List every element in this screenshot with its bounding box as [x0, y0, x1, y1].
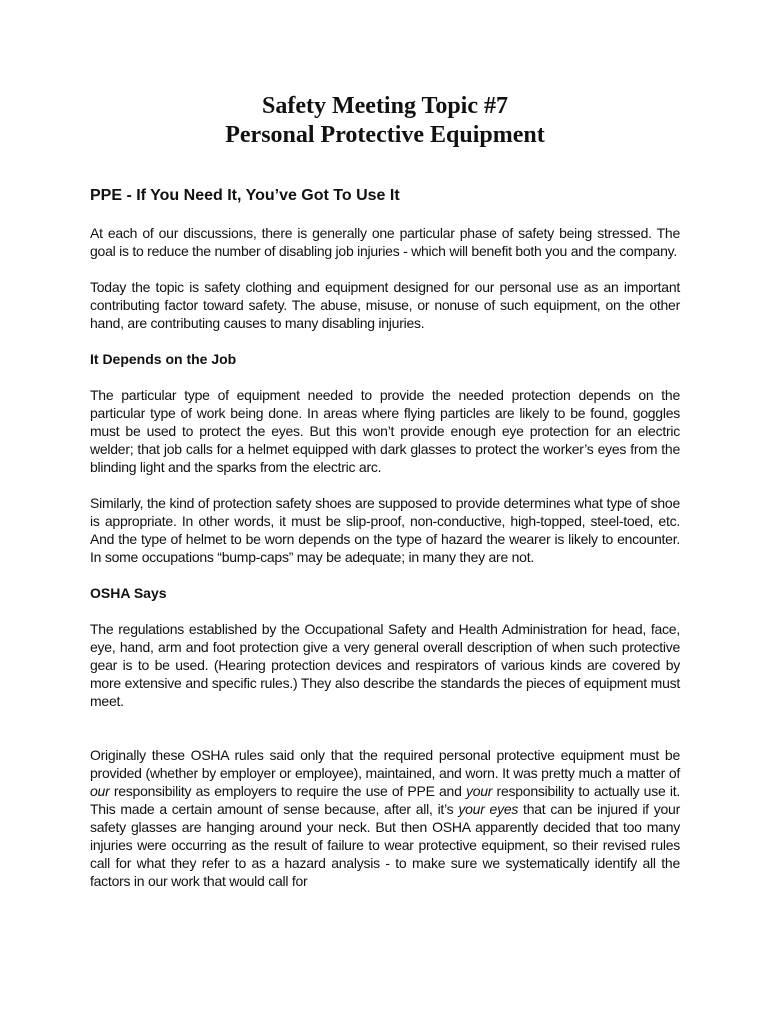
paragraph-intro: At each of our discussions, there is generally one particular phase of safety being stressed. The goal is to reduce the number of disabling job injuries - which will benefit both you and the company. — [90, 225, 680, 259]
document-title — [90, 92, 680, 150]
document-page — [90, 92, 680, 890]
title-line-2: Personal Protective Equipment — [225, 122, 545, 148]
title-line-1: Safety Meeting Topic #7 — [262, 93, 508, 119]
text-run: that can be injured if your safety glasses are hanging around your neck. But then OSHA apparently decided that too many injuries were occurring as the result of failure to wear protective equipment, so their revised rules call for what they refer to as a hazard analysis - to make sure we systematically identify all the factors in our work that would call for — [90, 801, 680, 889]
text-run: responsibility as employers to require the use of PPE and — [109, 783, 466, 799]
section-heading: PPE - If You Need It, You’ve Got To Use It — [90, 187, 400, 204]
paragraph-topic: Today the topic is safety clothing and equipment designed for our personal use as an important contributing factor toward safety. The abuse, misuse, or nonuse of such equipment, on the other hand, are contributing causes to many disabling injuries. — [90, 279, 680, 331]
subheading-depends-on-job: It Depends on the Job — [90, 351, 237, 367]
paragraph-safety-shoes: Similarly, the kind of protection safety shoes are supposed to provide determines what type of shoe is appropriate. In other words, it must be slip-proof, non-conductive, high-topped, steel-toed, etc. And the type of helmet to be worn depends on the type of hazard the wearer is likely to encounter. In some occupations “bump-caps” may be adequate; in many they are not. — [90, 495, 680, 565]
paragraph-osha-rules — [90, 746, 680, 890]
paragraph-equipment-type: The particular type of equipment needed to provide the needed protection depends on the particular type of work being done. In areas where flying particles are likely to be found, goggles must be used to protect the eyes. But this won’t provide enough eye protection for an electric welder; that job calls for a helmet equipped with dark glasses to protect the worker’s eyes from the blinding light and the sparks from the electric arc. — [90, 387, 680, 475]
emphasis-our: our — [90, 783, 110, 799]
paragraph-osha-regulations: The regulations established by the Occupational Safety and Health Administration for head, face, eye, hand, arm and foot protection give a very general overall description of when such protective gear is to be used. (Hearing protection devices and respirators of various kinds are covered by more extensive and specific rules.) They also describe the standards the pieces of equipment must meet. — [90, 621, 680, 709]
text-run: responsibility to actually use it. This made a certain amount of sense because, after all, it’s — [90, 783, 680, 817]
text-run: Originally these OSHA rules said only that the required personal protective equipment must be provided (whether by employer or employee), maintained, and worn. It was pretty much a matter of — [90, 747, 680, 781]
emphasis-your-eyes: your eyes — [458, 801, 519, 817]
emphasis-your: your — [465, 783, 493, 799]
subheading-osha-says: OSHA Says — [90, 585, 167, 601]
